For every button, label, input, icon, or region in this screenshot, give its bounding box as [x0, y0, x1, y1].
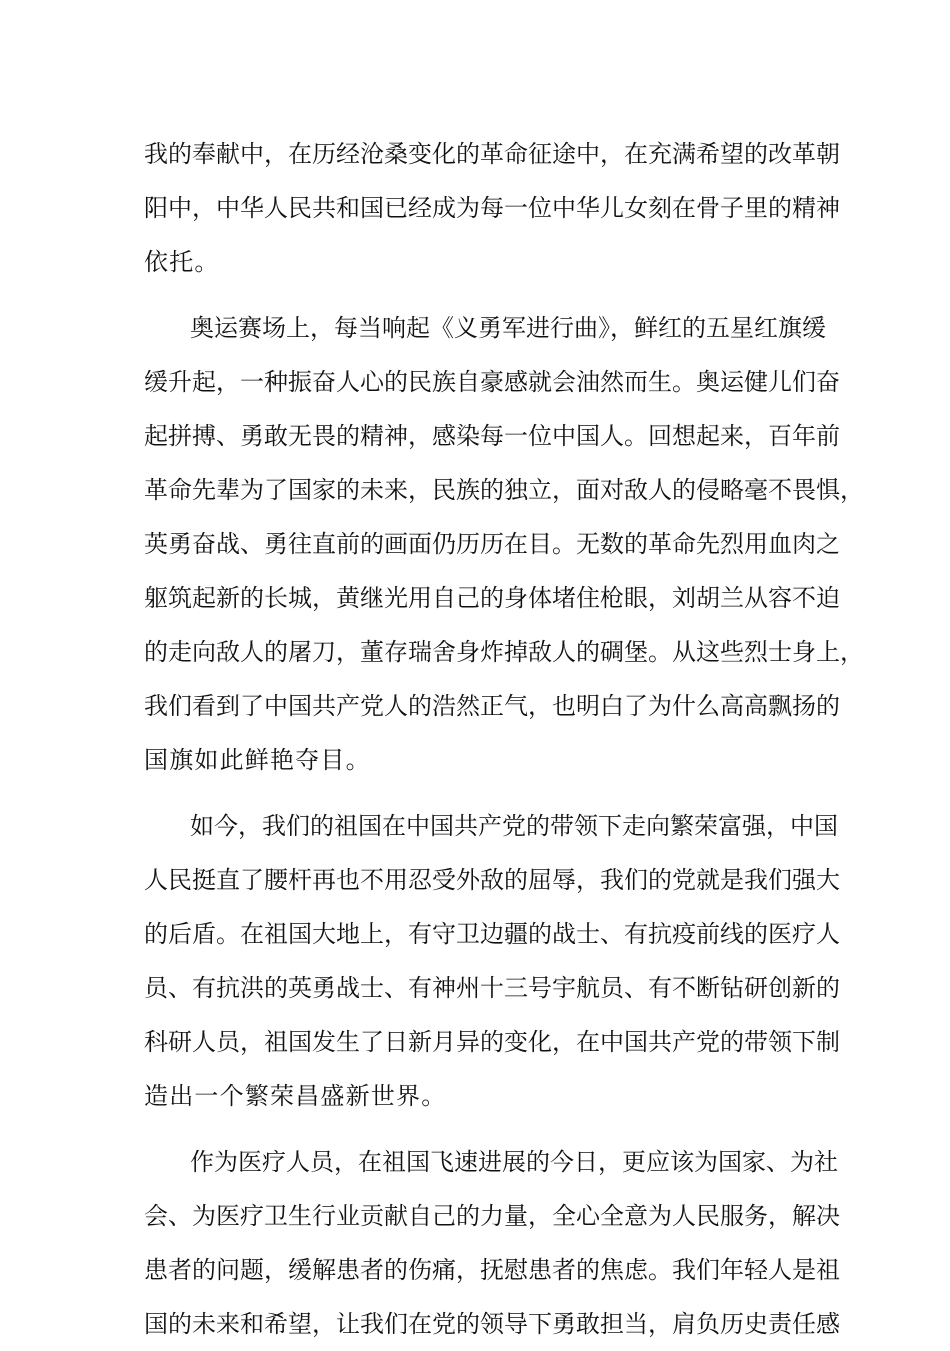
- text-line: 的走向敌人的屠刀，董存瑞舍身炸掉敌人的碉堡。从这些烈士身上，: [144, 638, 864, 666]
- text-line: 科研人员，祖国发生了日新月异的变化，在中国共产党的带领下制: [144, 1028, 840, 1056]
- text-line: 会、为医疗卫生行业贡献自己的力量，全心全意为人民服务，解决: [144, 1202, 840, 1230]
- text-line: 奥运赛场上，每当响起《义勇军进行曲》，鲜红的五星红旗缓: [190, 314, 826, 342]
- text-line: 人民挺直了腰杆再也不用忍受外敌的屈辱，我们的党就是我们强大: [144, 866, 840, 894]
- text-line: 革命先辈为了国家的未来，民族的独立，面对敌人的侵略毫不畏惧，: [144, 476, 864, 504]
- paragraph-gap: [144, 1123, 826, 1135]
- document-body: [144, 127, 864, 1351]
- text-line: 员、有抗洪的英勇战士、有神州十三号宇航员、有不断钻研创新的: [144, 974, 840, 1002]
- text-line: 起拼搏、勇敢无畏的精神，感染每一位中国人。回想起来，百年前: [144, 422, 840, 450]
- text-line: 英勇奋战、勇往直前的画面仍历历在目。无数的革命先烈用血肉之: [144, 530, 840, 558]
- text-line: 我的奉献中，在历经沧桑变化的革命征途中，在充满希望的改革朝: [144, 140, 840, 168]
- text-line: 造出一个繁荣昌盛新世界。: [144, 1082, 447, 1110]
- text-line: 患者的问题，缓解患者的伤痛，抚慰患者的焦虑。我们年轻人是祖: [144, 1256, 840, 1284]
- paragraph-gap: [144, 787, 826, 799]
- text-line: 阳中，中华人民共和国已经成为每一位中华儿女刻在骨子里的精神: [144, 194, 840, 222]
- text-line: 我们看到了中国共产党人的浩然正气，也明白了为什么高高飘扬的: [144, 692, 840, 720]
- paragraph-gap: [144, 289, 826, 301]
- text-line: 国旗如此鲜艳夺目。: [144, 746, 371, 774]
- text-line: 的后盾。在祖国大地上，有守卫边疆的战士、有抗疫前线的医疗人: [144, 920, 840, 948]
- text-line: 作为医疗人员，在祖国飞速进展的今日，更应该为国家、为社: [190, 1148, 838, 1176]
- text-line: 依托。: [144, 248, 220, 276]
- text-line: 缓升起，一种振奋人心的民族自豪感就会油然而生。奥运健儿们奋: [144, 368, 840, 396]
- text-line: 躯筑起新的长城，黄继光用自己的身体堵住枪眼，刘胡兰从容不迫: [144, 584, 840, 612]
- text-line: 国的未来和希望，让我们在党的领导下勇敢担当，肩负历史责任感: [144, 1310, 840, 1338]
- text-line: 如今，我们的祖国在中国共产党的带领下走向繁荣富强，中国: [190, 812, 838, 840]
